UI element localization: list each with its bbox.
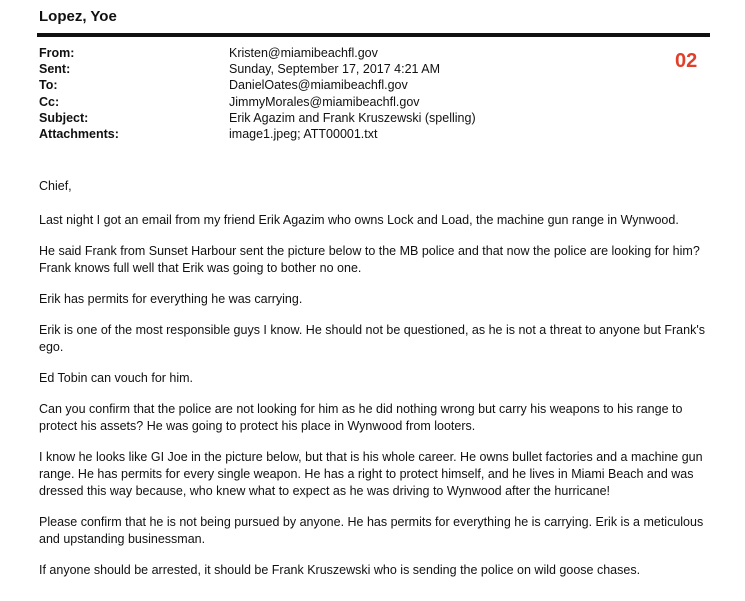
email-body <box>39 178 719 593</box>
body-paragraph: Please confirm that he is not being pursued by anyone. He has permits for everything he is carrying. Erik is a meticulous and upstanding businessman. <box>39 515 704 546</box>
body-paragraph: Erik is one of the most responsible guys I know. He should not be questioned, as he is not a threat to anyone but Frank's ego. <box>39 323 705 354</box>
body-paragraph: Can you confirm that the police are not looking for him as he did nothing wrong but carry his weapons to his range to protect his assets? He was going to protect his place in Wynwood from looters. <box>39 402 683 433</box>
header-label: Attachments: <box>39 126 119 141</box>
body-paragraph: If anyone should be arrested, it should be Frank Kruszewski who is sending the police on wild goose chases. <box>39 563 641 577</box>
header-value-attachments: image1.jpeg; ATT00001.txt <box>229 126 378 141</box>
header-row-attachments <box>39 126 476 142</box>
header-value-subject: Erik Agazim and Frank Kruszewski (spelling) <box>229 110 476 125</box>
header-row-sent <box>39 61 476 77</box>
mailbox-owner-name: Lopez, Yoe <box>39 8 117 25</box>
header-label: To: <box>39 78 58 93</box>
header-divider <box>37 33 710 37</box>
header-row-to <box>39 77 476 93</box>
header-label: Subject: <box>39 110 89 125</box>
header-label: From: <box>39 46 75 60</box>
header-label: Cc: <box>39 94 60 109</box>
body-paragraph: I know he looks like GI Joe in the picture below, but that is his whole career. He owns bullet factories and a machine gun range. He has permits for every single weapon. He has a right to protect himself, and he lives in Miami Beach and was dressed this way because, who knew what to expect as he was driving to Wynwood after the hurricane! <box>39 450 703 498</box>
body-paragraph: Last night I got an email from my friend Erik Agazim who owns Lock and Load, the machine gun range in Wynwood. <box>39 213 679 227</box>
greeting: Chief, <box>39 179 72 193</box>
email-header-block <box>39 45 476 142</box>
body-paragraph: Ed Tobin can vouch for him. <box>39 371 194 385</box>
header-value-from: Kristen@miamibeachfl.gov <box>229 46 378 60</box>
header-value-to: DanielOates@miamibeachfl.gov <box>229 78 408 93</box>
header-value-cc: JimmyMorales@miamibeachfl.gov <box>229 94 420 109</box>
body-paragraph: He said Frank from Sunset Harbour sent the picture below to the MB police and that now the police are looking for him? Frank knows full well that Erik was going to bother no one. <box>39 244 700 275</box>
header-label: Sent: <box>39 62 71 77</box>
header-row-from <box>39 45 476 61</box>
document-page-number: 02 <box>675 50 698 72</box>
header-row-cc <box>39 94 476 110</box>
body-paragraph: Erik has permits for everything he was carrying. <box>39 292 303 306</box>
header-value-sent: Sunday, September 17, 2017 4:21 AM <box>229 62 441 77</box>
header-row-subject <box>39 110 476 126</box>
